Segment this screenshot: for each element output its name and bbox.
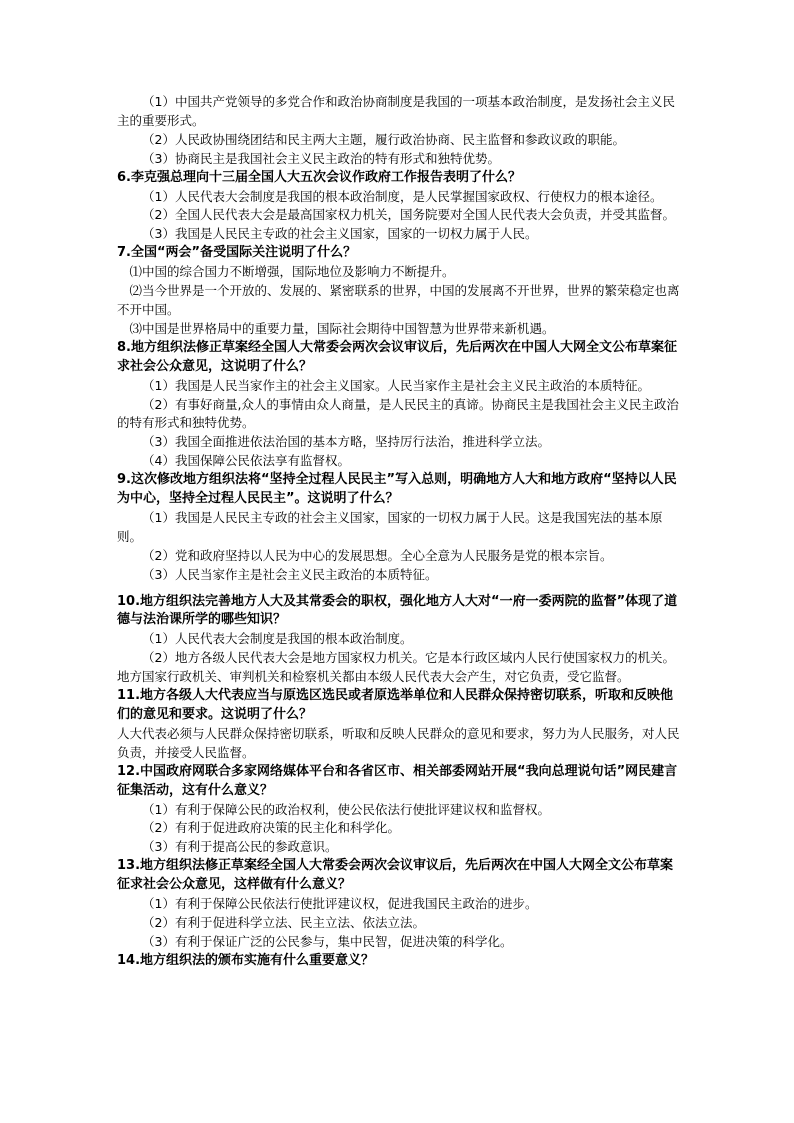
paragraph: （1）我国是人民当家作主的社会主义国家。人民当家作主是社会主义民主政治的本质特征。 xyxy=(142,377,650,393)
paragraph: （3）协商民主是我国社会主义民主政治的特有形式和独特优势。 xyxy=(142,150,500,166)
paragraph: （3）我国全面推进依法治国的基本方略，坚持厉行法治，推进科学立法。 xyxy=(142,434,550,450)
question-heading: 12.中国政府网联合多家网络媒体平台和各省区市、相关部委网站开展“我向总理说句话”网民建言征集活动，这有什么意义？ xyxy=(117,763,678,798)
paragraph: （3）有利于提高公民的参政意识。 xyxy=(142,839,338,855)
paragraph: （1）有利于保障公民的政治权利，使公民依法行使批评建议权和监督权。 xyxy=(142,801,550,817)
paragraph: （1）我国是人民民主专政的社会主义国家，国家的一切权力属于人民。这是我国宪法的基本原则。 xyxy=(117,509,663,544)
paragraph: 人大代表必须与人民群众保持密切联系，听取和反映人民群众的意见和要求，努力为人民服务，对人民负责，并接受人民监督。 xyxy=(117,725,680,760)
question-heading: 9.这次修改地方组织法将“坚持全过程人民民主”写入总则，明确地方人大和地方政府“坚持以人民为中心，坚持全过程人民民主”。这说明了什么？ xyxy=(117,472,677,507)
paragraph: ⑵当今世界是一个开放的、发展的、紧密联系的世界，中国的发展离不开世界，世界的繁荣稳定也离不开中国。 xyxy=(117,283,680,317)
paragraph: （2）党和政府坚持以人民为中心的发展思想。全心全意为人民服务是党的根本宗旨。 xyxy=(142,547,613,563)
question-heading: 10.地方组织法完善地方人大及其常委会的职权，强化地方人大对“一府一委两院的监督”体现了道德与法治课所学的哪些知识？ xyxy=(117,593,678,628)
paragraph: （2）有利于促进政府决策的民主化和科学化。 xyxy=(142,820,400,836)
paragraph: （1）人民代表大会制度是我国的根本政治制度。 xyxy=(142,631,413,647)
paragraph: （3）我国是人民民主专政的社会主义国家，国家的一切权力属于人民。 xyxy=(142,226,538,242)
question-heading: 8.地方组织法修正草案经全国人大常委会两次会议审议后，先后两次在中国人大网全文公布草案征求社会公众意见，这说明了什么？ xyxy=(117,339,677,374)
paragraph: （2）人民政协围绕团结和民主两大主题，履行政治协商、民主监督和参政议政的职能。 xyxy=(142,131,625,147)
paragraph: ⑴中国的综合国力不断增强，国际地位及影响力不断提升。 xyxy=(129,264,455,280)
question-heading: 11.地方各级人大代表应当与原选区选民或者原选举单位和人民群众保持密切联系，听取和反映他们的意见和要求。这说明了什么？ xyxy=(117,688,674,722)
question-heading: 14.地方组织法的颁布实施有什么重要意义？ xyxy=(117,952,375,968)
paragraph: （3）有利于保证广泛的公民参与，集中民智，促进决策的科学化。 xyxy=(142,933,513,949)
paragraph: （1）中国共产党领导的多党合作和政治协商制度是我国的一项基本政治制度，是发扬社会主义民主的重要形式。 xyxy=(117,94,675,128)
paragraph: （2）地方各级人民代表大会是地方国家权力机关。它是本行政区域内人民行使国家权力的机关。地方国家行政机关、审判机关和检察机关都由本级人民代表大会产生，对它负责，受它监督。 xyxy=(117,650,675,685)
document-page xyxy=(117,93,682,971)
paragraph: （1）有利于保障公民依法行使批评建议权，促进我国民主政治的进步。 xyxy=(142,896,538,912)
paragraph: （4）我国保障公民依法享有监督权。 xyxy=(142,453,350,469)
paragraph: （1）人民代表大会制度是我国的根本政治制度，是人民掌握国家政权、行使权力的根本途径。 xyxy=(142,188,663,204)
paragraph: （2）全国人民代表大会是最高国家权力机关，国务院要对全国人民代表大会负责，并受其监督。 xyxy=(142,207,675,223)
paragraph: ⑶中国是世界格局中的重要力量，国际社会期待中国智慧为世界带来新机遇。 xyxy=(129,320,555,336)
paragraph: （2）有事好商量,众人的事情由众人商量，是人民民主的真谛。协商民主是我国社会主义民主政治的特有形式和独特优势。 xyxy=(117,396,679,431)
question-heading: 13.地方组织法修正草案经全国人大常委会两次会议审议后，先后两次在中国人大网全文公布草案征求社会公众意见，这样做有什么意义？ xyxy=(117,858,674,893)
paragraph: （3）人民当家作主是社会主义民主政治的本质特征。 xyxy=(142,566,438,582)
paragraph: （2）有利于促进科学立法、民主立法、依法立法。 xyxy=(142,914,425,930)
question-heading: 7.全国“两会”备受国际关注说明了什么？ xyxy=(117,245,357,261)
question-heading: 6.李克强总理向十三届全国人大五次会议作政府工作报告表明了什么？ xyxy=(117,169,521,185)
